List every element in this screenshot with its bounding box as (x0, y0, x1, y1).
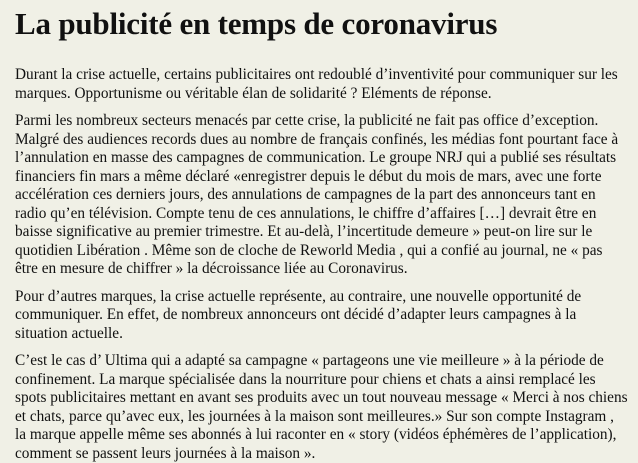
paragraph-intro: Durant la crise actuelle, certains publicitaires ont redoublé d’inventivité pour communiquer sur les marques. Opportunisme ou véritable élan de solidarité ? Eléments de réponse. (15, 66, 618, 102)
article-body (15, 66, 628, 463)
paragraph-threatened-sectors: Parmi les nombreux secteurs menacés par cette crise, la publicité ne fait pas office d’exception. Malgré des audiences records dues au nombre de français confinés, les médias font pourtant face à l’annulation en masse des campagnes de communication. Le groupe NRJ qui a publié ses résultats financiers fin mars a même déclaré «enregistrer depuis le début du mois de mars, avec une forte accélération ces derniers jours, des annulations de campagnes de la part des annonceurs tant en radio qu’en télévision. Compte tenu de ces annulations, le chiffre d’affaires […] devrait être en baisse significative au premier trimestre. Et au-delà, l’incertitude demeure » peut-on lire sur le quotidien Libération . Même son de cloche de Reworld Media , qui a confié au journal, ne « pas être en mesure de chiffrer » la décroissance liée au Coronavirus. (15, 112, 619, 277)
article-title: La publicité en temps de coronavirus (15, 6, 498, 41)
paragraph-ultima-example: C’est le cas d’ Ultima qui a adapté sa campagne « partageons une vie meilleure » à la période de confinement. La marque spécialisée dans la nourriture pour chiens et chats a ainsi remplacé les spots publicitaires mettant en avant ses produits avec un tout nouveau message « Merci à nos chiens et chats, parce qu’avec eux, les journées à la maison sont meilleures.» Sur son compte Instagram , la marque appelle même ses abonnés à lui raconter en « story (vidéos éphémères de l’application), comment se passent leurs journées à la maison ». (15, 352, 628, 462)
paragraph-new-opportunity: Pour d’autres marques, la crise actuelle représente, au contraire, une nouvelle opportunité de communiquer. En effet, de nombreux annonceurs ont décidé d’adapter leurs campagnes à la situation actuelle. (15, 287, 582, 342)
